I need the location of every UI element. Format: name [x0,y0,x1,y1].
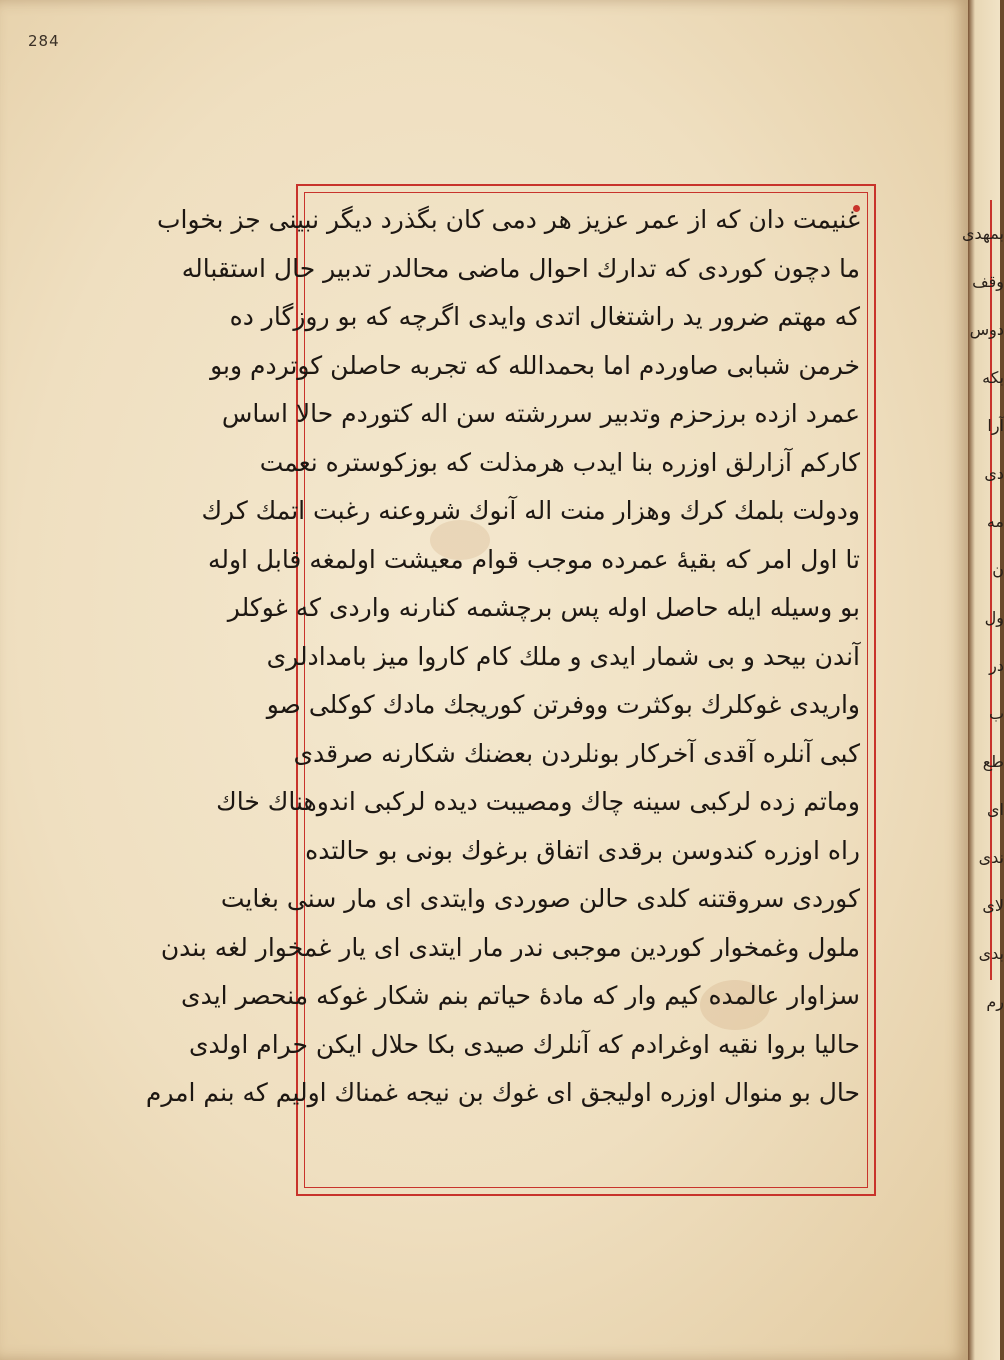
text-line: حالیا بروا نقیه اوغرادم که آنلرك صیدی بکا حلال ایکن حرام اولدی [188,1029,860,1059]
facing-page-glyph: طع [982,752,1004,771]
text-line: کارکم آزارلق اوزره بنا ایدب هرمذلت که بوزکوستره نعمت [259,447,860,477]
facing-page-glyph: مه [986,512,1004,531]
facing-page-glyph: دی [984,464,1004,483]
facing-page-glyph: ن [992,560,1004,579]
text-line: کوردی سروقتنه کلدی حالن صوردی وایتدی ای مار سنی بغایت [220,884,860,913]
facing-page-glyph: در [989,656,1004,675]
text-line: غنیمت دان که از عمر عزیز هر دمی کان بگذرد دیگر نبینی جز بخواب [156,205,860,234]
text-line: تا اول امر که بقیهٔ عمرده موجب قوام معیشت اولمغه قابل اوله [207,544,860,574]
facing-page-glyph: ای [987,800,1004,819]
text-line: عمرد ازده برزحزم وتدبیر سررشته سن اله کتوردم حالا اساس [221,399,860,428]
facing-page-glyph: بدی [978,944,1004,963]
text-line: واریدی غوكلرك بوکثرت ووفرتن کوریجك مادك کوکلی صو [266,690,860,719]
text-line: حال بو منوال اوزره اولیجق ای غوك بن نیجه غمناك اولیم که بنم امرم [145,1078,860,1107]
text-line: آندن بیحد و بی شمار ایدی و ملك کام کاروا میز بامدادلری [266,641,860,671]
facing-page-edge [962,0,1004,1360]
facing-page-glyph: بمهدی [962,224,1004,243]
text-line: بو وسیله ایله حاصل اوله پس برچشمه کنارنه واردی که غوكلر [227,593,860,622]
text-line: ما دچون کوردی که تدارك احوال ماضی محالدر تدبیر حال استقباله [181,253,860,283]
text-line: سزاوار عالمده کیم وار که مادهٔ حیاتم بنم شکار غوکه منحصر ایدی [181,981,860,1010]
facing-page-glyph: آرا [987,416,1004,435]
facing-page-glyph: دوس [969,320,1004,339]
text-line: که مهتم ضرور ید راشتغال اتدی وایدی اگرچه که بو روزگار ده [229,302,860,331]
facing-page-glyph: وقف [972,272,1004,291]
text-line: راه اوزره کندوسن برقدی اتفاق برغوك بونی بو حالتده [305,835,860,865]
text-line: خرمن شبابی صاوردم اما بحمدالله که تجربه حاصلن کوتردم وبو [210,350,860,380]
text-block [145,196,864,1180]
facing-page-glyph: ب [988,704,1004,723]
facing-page-glyph: ندی [978,848,1004,867]
facing-page-text [962,210,1004,1026]
text-line: ودولت بلمك کرك وهزار منت اله آنوك شروعنه رغبت اتمك کرك [201,496,860,525]
facing-page-glyph: لای [982,896,1004,915]
folio-number: 284 [28,32,60,50]
facing-page-glyph: ول [984,608,1004,627]
text-line: ملول وغمخوار کوردین موجبی ندر مار ایتدی ای یار غمخوار لغه بندن [160,932,860,962]
facing-page-glyph: رم [986,992,1004,1011]
text-line: وماتم زده لرکبی سینه چاك ومصیبت دیده لرکبی اندوهناك خاك [216,787,860,816]
text-line: کبی آنلره آقدی آخرکار بونلردن بعضنك شکارنه صرقدی [293,738,860,768]
facing-page-glyph: بکه [982,368,1004,387]
